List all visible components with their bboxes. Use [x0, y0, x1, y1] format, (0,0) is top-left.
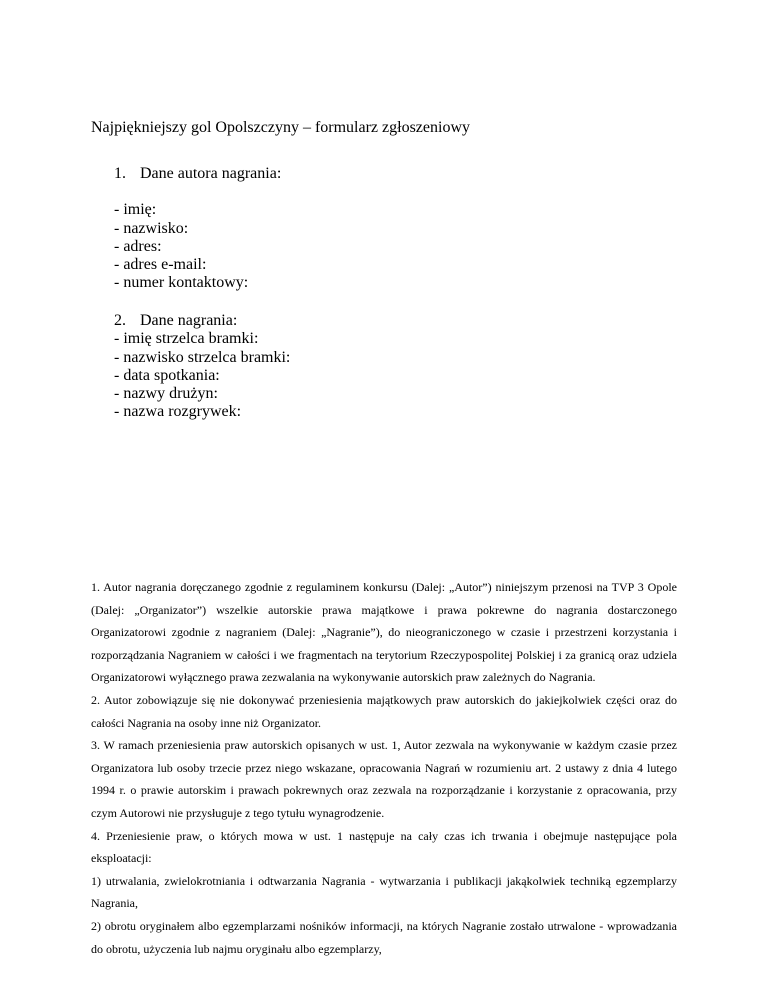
field-scorer-last-name: - nazwisko strzelca bramki: — [114, 348, 291, 366]
legal-terms — [91, 576, 677, 960]
field-match-date: - data spotkania: — [114, 366, 220, 384]
field-last-name: - nazwisko: — [114, 219, 189, 237]
field-first-name: - imię: — [114, 201, 157, 219]
recording-data-heading — [114, 312, 290, 330]
section-heading-text: Dane autora nagrania: — [140, 165, 282, 182]
author-data-section — [114, 165, 281, 293]
field-competition-name: - nazwa rozgrywek: — [114, 403, 242, 421]
section-number: 1. — [114, 165, 126, 182]
legal-paragraph: 2. Autor zobowiązuje się nie dokonywać przeniesienia majątkowych praw autorskich do jakiejkolwiek części oraz do całości Nagrania na osoby inne niż Organizator. — [91, 692, 677, 730]
legal-paragraph: 1. Autor nagrania doręczanego zgodnie z regulaminem konkursu (Dalej: „Autor”) niniejszym przenosi na TVP 3 Opole (Dalej: „Organizator”) wszelkie autorskie prawa majątkowe i prawa pokrewne do nagrania dostarczonego Organizatorowi zgodnie z nagraniem (Dalej: „Nagranie”), do nieograniczonego w czasie i przestrzeni korzystania i rozporządzania Nagraniem w całości i we fragmentach na terytorium Rzeczypospolitej Polskiej i za granicą oraz udziela Organizatorowi wyłącznego prawa zezwalania na wykonywanie autorskich praw zależnych do Nagrania. — [91, 580, 677, 685]
legal-paragraph: 4. Przeniesienie praw, o których mowa w ust. 1 następuje na cały czas ich trwania i obejmuje następujące pola eksploatacji: — [91, 828, 677, 866]
section-heading-text: Dane nagrania: — [140, 312, 238, 329]
field-phone: - numer kontaktowy: — [114, 274, 249, 292]
field-address: - adres: — [114, 237, 162, 255]
legal-paragraph: 2) obrotu oryginałem albo egzemplarzami nośników informacji, na których Nagranie zostało utrwalone - wprowadzania do obrotu, użyczenia lub najmu oryginału albo egzemplarzy, — [91, 918, 677, 956]
field-email: - adres e-mail: — [114, 256, 207, 274]
legal-paragraph: 1) utrwalania, zwielokrotniania i odtwarzania Nagrania - wytwarzania i publikacji jakąkolwiek techniką egzemplarzy Nagrania, — [91, 873, 677, 911]
field-scorer-first-name: - imię strzelca bramki: — [114, 330, 259, 348]
document-title: Najpiękniejszy gol Opolszczyny – formularz zgłoszeniowy — [91, 119, 470, 136]
field-team-names: - nazwy drużyn: — [114, 385, 218, 403]
recording-data-section — [114, 312, 290, 422]
author-data-heading — [114, 165, 281, 183]
section-number: 2. — [114, 312, 126, 329]
legal-paragraph: 3. W ramach przeniesienia praw autorskich opisanych w ust. 1, Autor zezwala na wykonywanie w każdym czasie przez Organizatora lub osoby trzecie przez niego wskazane, opracowania Nagrań w rozumieniu art. 2 ustawy z dnia 4 lutego 1994 r. o prawie autorskim i prawach pokrewnych oraz zezwala na rozporządzanie i korzystanie z opracowania, przy czym Autorowi nie przysługuje z tego tytułu wynagrodzenie. — [91, 738, 677, 820]
